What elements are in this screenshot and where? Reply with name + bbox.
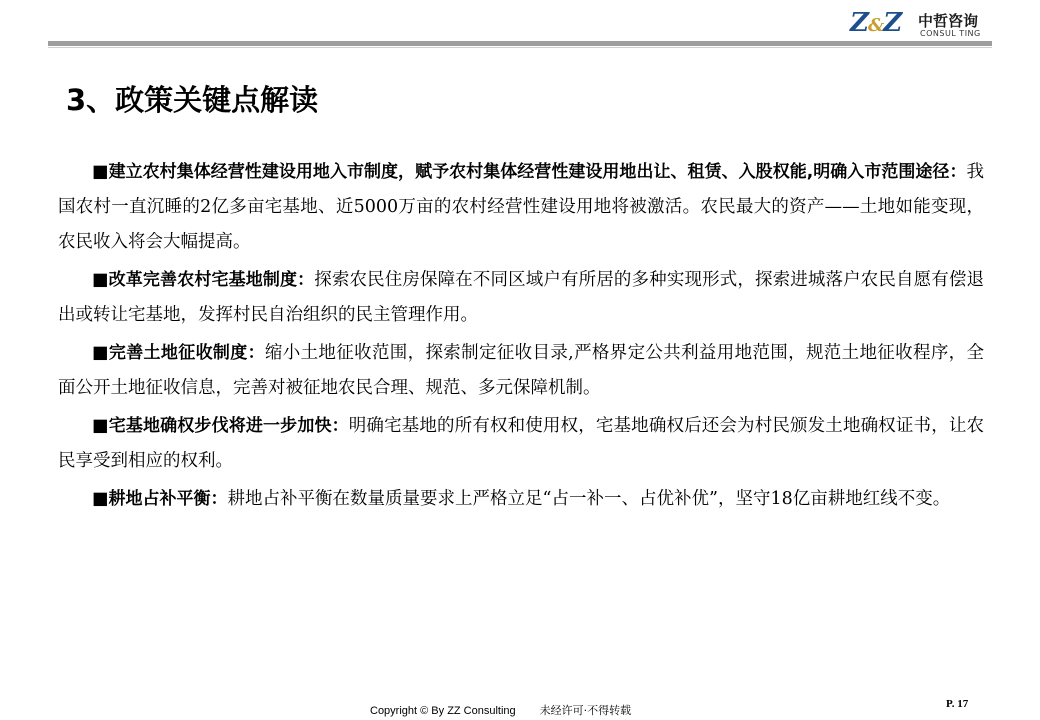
paragraph-heading: 改革完善农村宅基地制度：	[108, 270, 315, 290]
company-logo	[850, 8, 990, 40]
policy-paragraph	[58, 263, 984, 333]
header-divider-thin	[48, 47, 992, 48]
bullet-icon: ■	[92, 416, 109, 436]
header-divider	[48, 41, 992, 46]
paragraph-heading: 宅基地确权步伐将进一步加快：	[108, 416, 349, 436]
paragraph-text: 探索农民住房保障在不同区域户有所居的多种实现形式，探索进城落户农民自愿有偿退出或转让宅基地，发挥村民自治组织的民主管理作用。	[58, 270, 985, 325]
bullet-icon: ■	[92, 489, 109, 509]
policy-paragraph	[58, 155, 984, 260]
paragraph-text: 明确宅基地的所有权和使用权，宅基地确权后还会为村民颁发土地确权证书，让农民享受到相应的权利。	[58, 416, 984, 471]
paragraph-text: 我国农村一直沉睡的2亿多亩宅基地、近5000万亩的农村经营性建设用地将被激活。农民最大的资产——土地如能变现，农民收入将会大幅提高。	[58, 162, 984, 252]
page-number: P. 17	[946, 698, 969, 710]
copyright-text: Copyright © By ZZ Consulting	[370, 705, 516, 717]
paragraph-text: 耕地占补平衡在数量质量要求上严格立足“占一补一、占优补优”，坚守18亿亩耕地红线不变。	[227, 489, 951, 509]
logo-chinese-name: 中哲咨询	[918, 12, 979, 30]
bullet-icon: ■	[92, 162, 109, 182]
logo-mark: Z&Z	[850, 8, 902, 38]
bullet-icon: ■	[92, 343, 109, 363]
footer	[370, 702, 631, 718]
paragraph-text: 缩小土地征收范围，探索制定征收目录,严格界定公共利益用地范围，规范土地征收程序，全面公开土地征收信息，完善对被征地农民合理、规范、多元保障机制。	[58, 343, 984, 398]
paragraph-heading: 完善土地征收制度：	[108, 343, 265, 363]
paragraph-heading: 建立农村集体经营性建设用地入市制度，赋予农村集体经营性建设用地出让、租赁、入股权能,明确入市范围途径：	[108, 162, 967, 182]
logo-english-name: CONSUL TING	[920, 29, 981, 38]
slide-title: 3、政策关键点解读	[66, 83, 319, 117]
policy-paragraph	[58, 482, 984, 517]
reprint-notice: 未经许可·不得转载	[539, 704, 632, 717]
paragraph-heading: 耕地占补平衡：	[108, 489, 228, 509]
bullet-icon: ■	[92, 270, 109, 290]
policy-paragraph	[58, 409, 984, 479]
policy-paragraph	[58, 336, 984, 406]
content-body	[58, 155, 984, 520]
